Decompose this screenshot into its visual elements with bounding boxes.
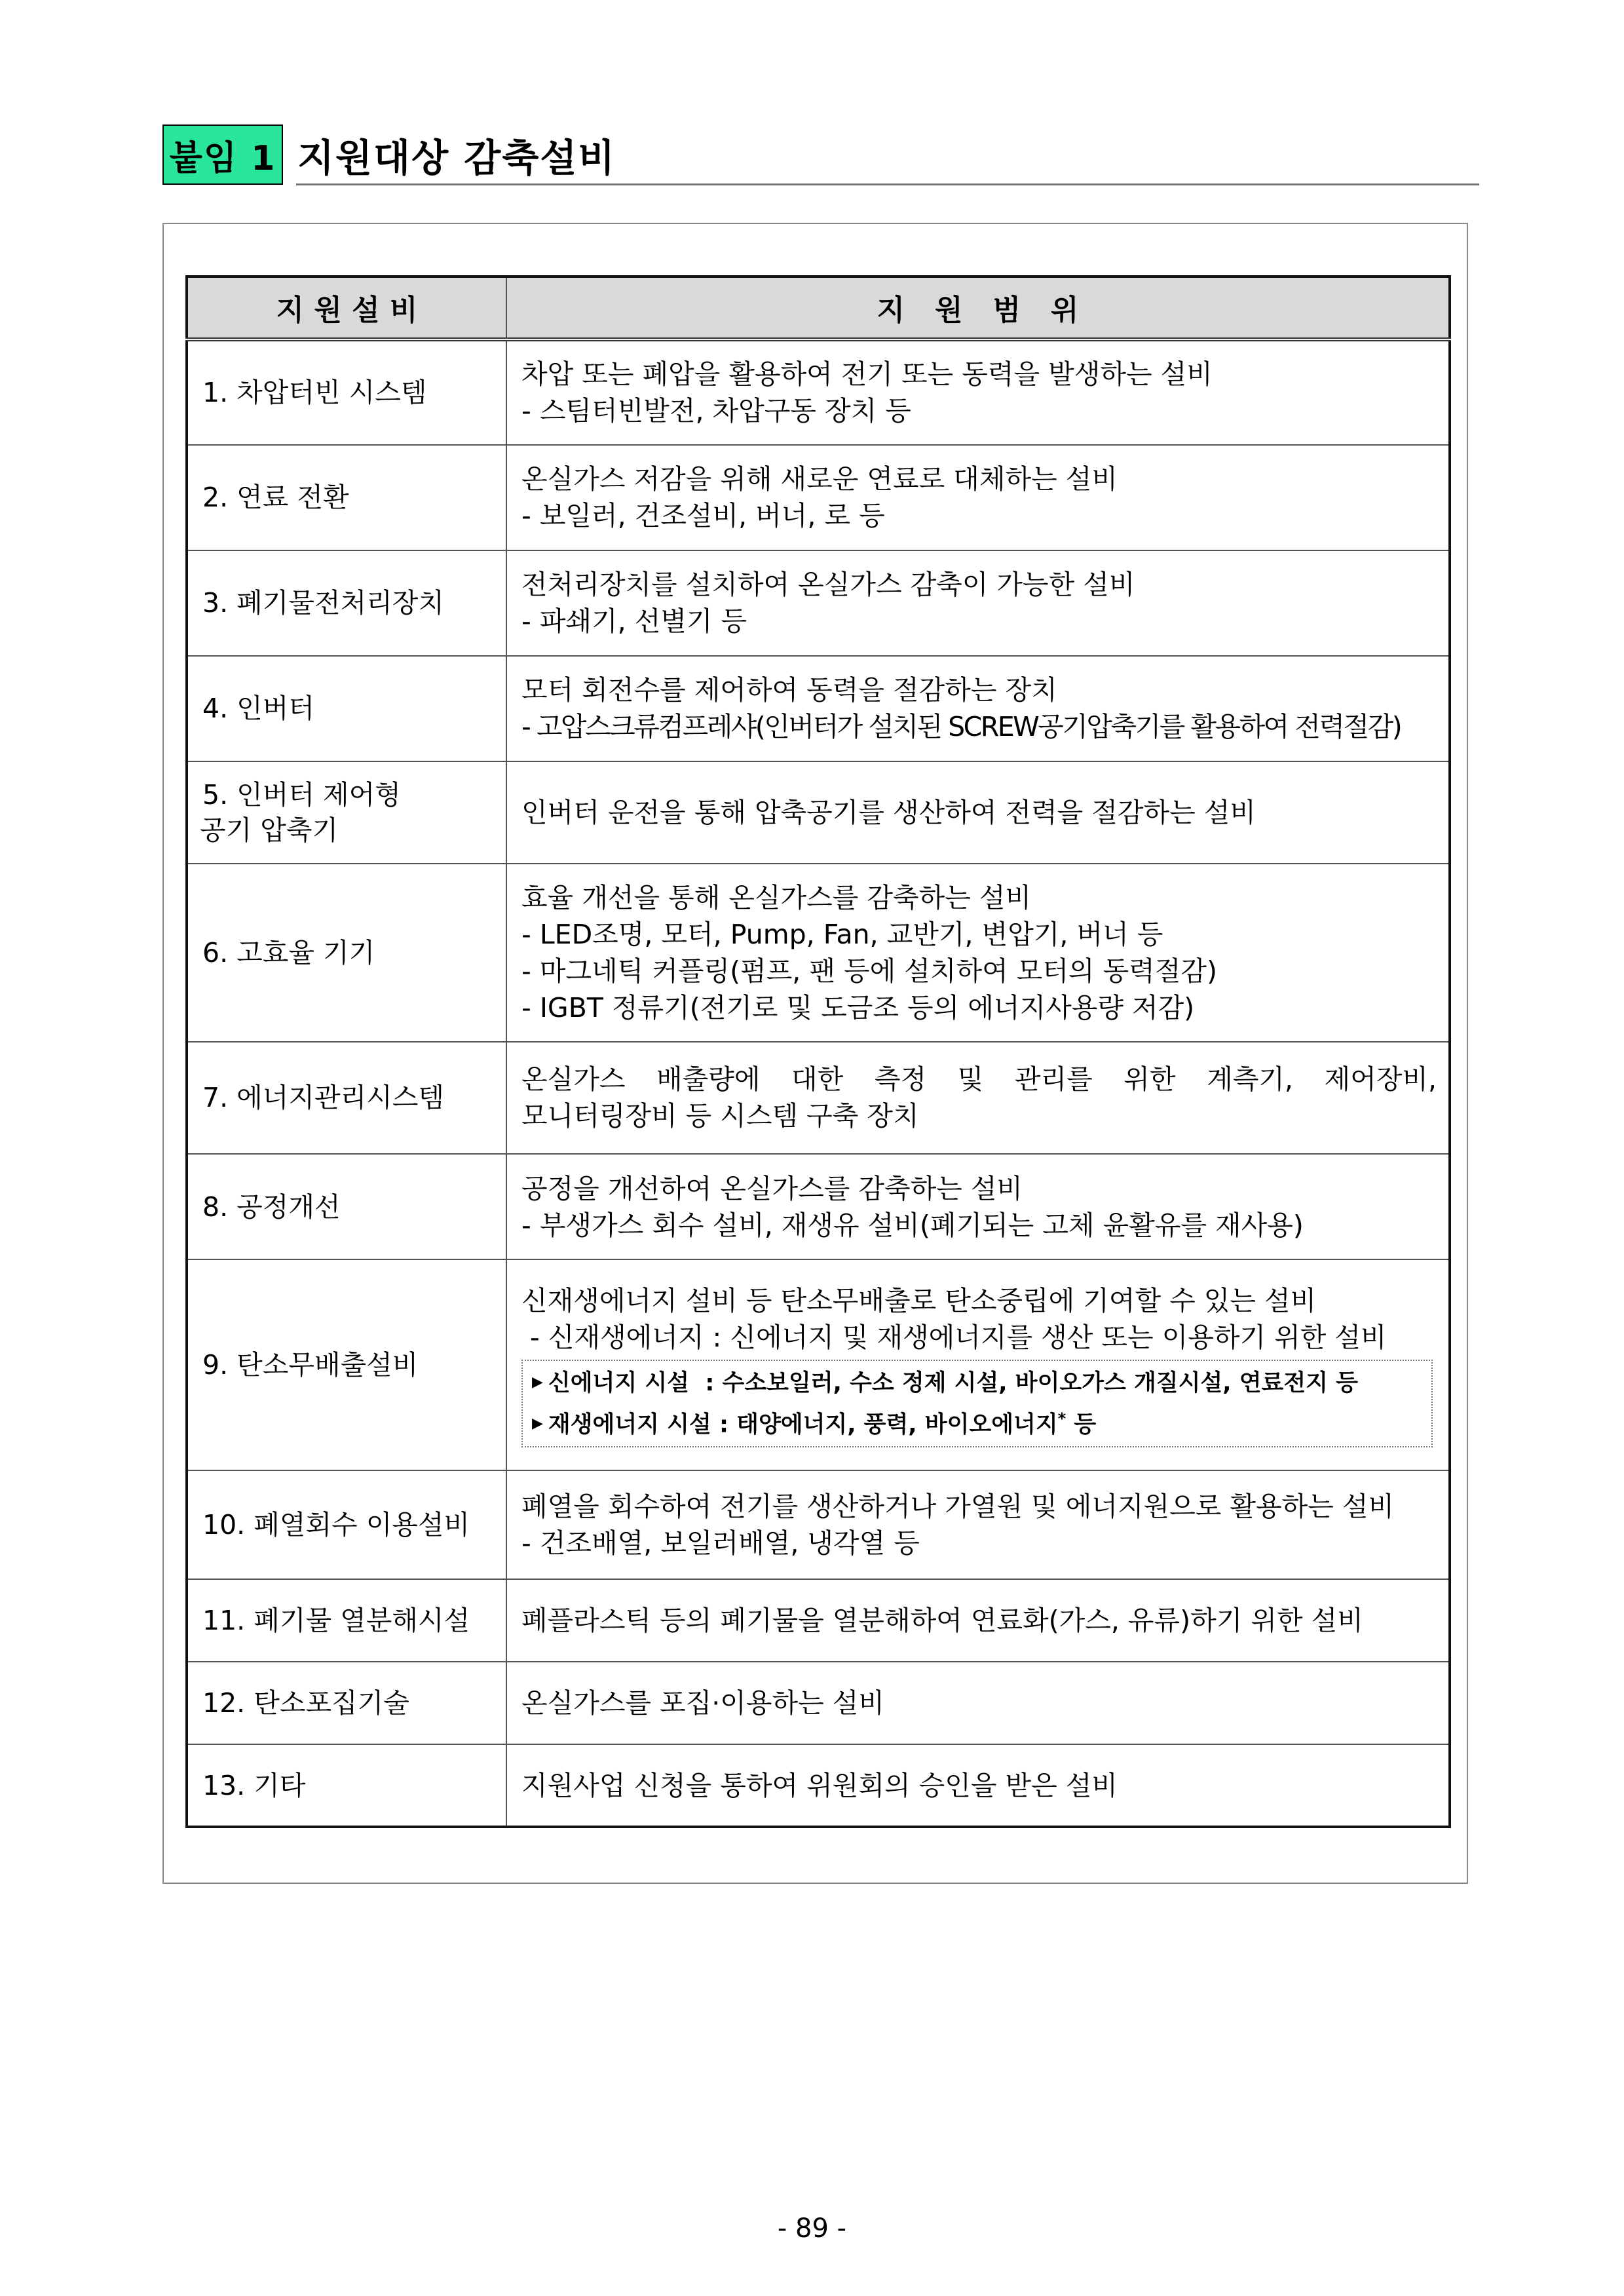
table-row xyxy=(187,656,1450,761)
renewable-energy-text: 재생에너지 시설 : 태양에너지, 풍력, 바이오에너지 xyxy=(548,1411,1058,1438)
scope-line: 폐열을 회수하여 전기를 생산하거나 가열원 및 에너지원으로 활용하는 설비 xyxy=(521,1491,1395,1523)
attachment-badge: 붙임 1 xyxy=(162,124,283,185)
page-title: 지원대상 감축설비 xyxy=(297,136,616,180)
table-row xyxy=(187,1662,1450,1744)
column-header-equipment: 지 원 설 비 xyxy=(187,277,506,339)
table-row xyxy=(187,1042,1450,1154)
scope-line: 공정을 개선하여 온실가스를 감축하는 설비 xyxy=(521,1172,1023,1204)
scope-line: 지원사업 신청을 통하여 위원회의 승인을 받은 설비 xyxy=(521,1769,1118,1801)
equipment-name: 12. 탄소포집기술 xyxy=(187,1662,506,1744)
scope-description xyxy=(506,1662,1450,1744)
equipment-name-line: 5. 인버터 제어형 xyxy=(202,778,401,811)
equipment-name: 13. 기타 xyxy=(187,1744,506,1827)
scope-line: 온실가스 저감을 위해 새로운 연료로 대체하는 설비 xyxy=(521,463,1118,495)
renewable-energy-item xyxy=(532,1401,1422,1443)
scope-line: - 파쇄기, 선별기 등 xyxy=(521,605,747,638)
scope-description xyxy=(506,445,1450,550)
table-row xyxy=(187,550,1450,656)
equipment-name: 3. 폐기물전처리장치 xyxy=(187,550,506,656)
scope-description xyxy=(506,1042,1450,1154)
scope-description xyxy=(506,864,1450,1042)
table-row xyxy=(187,339,1450,445)
new-energy-item xyxy=(532,1365,1422,1401)
scope-description xyxy=(506,1154,1450,1259)
equipment-name: 1. 차압터빈 시스템 xyxy=(187,339,506,445)
scope-line: 모니터링장비 등 시스템 구축 장치 xyxy=(521,1100,919,1132)
equipment-name: 9. 탄소무배출설비 xyxy=(187,1259,506,1470)
scope-description xyxy=(506,1259,1450,1470)
scope-line: - 신재생에너지 : 신에너지 및 재생에너지를 생산 또는 이용하기 위한 설비 xyxy=(521,1321,1387,1353)
footnote-mark: * xyxy=(1057,1409,1067,1428)
equipment-name: 11. 폐기물 열분해시설 xyxy=(187,1579,506,1662)
equipment-name: 10. 폐열회수 이용설비 xyxy=(187,1470,506,1579)
scope-line: - LED조명, 모터, Pump, Fan, 교반기, 변압기, 버너 등 xyxy=(521,918,1163,950)
new-energy-text: 신에너지 시설 : 수소보일러, 수소 정제 시설, 바이오가스 개질시설, 연료전지 등 xyxy=(548,1369,1358,1396)
scope-line: 인버터 운전을 통해 압축공기를 생산하여 전력을 절감하는 설비 xyxy=(521,796,1256,828)
scope-line: - IGBT 정류기(전기로 및 도금조 등의 에너지사용량 저감) xyxy=(521,991,1195,1024)
scope-description xyxy=(506,761,1450,864)
table-row xyxy=(187,1259,1450,1470)
scope-line: 온실가스 배출량에 대한 측정 및 관리를 위한 계측기, 제어장비, xyxy=(521,1063,1437,1096)
scope-description xyxy=(506,656,1450,761)
scope-line: - 스팀터빈발전, 차압구동 장치 등 xyxy=(521,395,911,427)
renewable-energy-suffix: 등 xyxy=(1066,1411,1097,1438)
table-row xyxy=(187,1744,1450,1827)
scope-description xyxy=(506,1579,1450,1662)
triangle-bullet-icon: ▶ xyxy=(532,1373,543,1390)
scope-line: 신재생에너지 설비 등 탄소무배출로 탄소중립에 기여할 수 있는 설비 xyxy=(521,1284,1317,1316)
equipment-name: 4. 인버터 xyxy=(187,656,506,761)
scope-description xyxy=(506,550,1450,656)
scope-line: 효율 개선을 통해 온실가스를 감축하는 설비 xyxy=(521,881,1032,913)
page-number: - 89 - xyxy=(777,2213,847,2244)
scope-description xyxy=(506,339,1450,445)
equipment-name-line: 공기 압축기 xyxy=(200,814,339,846)
table-row xyxy=(187,1470,1450,1579)
scope-line: 온실가스를 포집·이용하는 설비 xyxy=(521,1687,884,1719)
page-header xyxy=(162,124,1479,185)
equipment-name xyxy=(187,761,506,864)
scope-line: - 건조배열, 보일러배열, 냉각열 등 xyxy=(521,1527,920,1559)
table-row xyxy=(187,445,1450,550)
table-row xyxy=(187,1154,1450,1259)
scope-line: - 보일러, 건조설비, 버너, 로 등 xyxy=(521,500,885,532)
triangle-bullet-icon: ▶ xyxy=(532,1415,543,1432)
scope-description xyxy=(506,1744,1450,1827)
title-underline xyxy=(296,183,1479,185)
scope-line: 차압 또는 폐압을 활용하여 전기 또는 동력을 발생하는 설비 xyxy=(521,358,1213,391)
equipment-name: 8. 공정개선 xyxy=(187,1154,506,1259)
scope-line: 전처리장치를 설치하여 온실가스 감축이 가능한 설비 xyxy=(521,569,1135,601)
table-header-row xyxy=(187,277,1450,339)
scope-line: 모터 회전수를 제어하여 동력을 절감하는 장치 xyxy=(521,674,1057,706)
equipment-name: 2. 연료 전환 xyxy=(187,445,506,550)
equipment-name: 7. 에너지관리시스템 xyxy=(187,1042,506,1154)
table-row xyxy=(187,1579,1450,1662)
scope-line: - 고압스크류컴프레샤(인버터가 설치된 SCREW공기압축기를 활용하여 전력절감) xyxy=(521,711,1401,743)
column-header-scope: 지 원 범 위 xyxy=(506,277,1450,339)
scope-line: - 마그네틱 커플링(펌프, 팬 등에 설치하여 모터의 동력절감) xyxy=(521,955,1217,987)
scope-description xyxy=(506,1470,1450,1579)
table-row xyxy=(187,864,1450,1042)
scope-line: - 부생가스 회수 설비, 재생유 설비(폐기되는 고체 윤활유를 재사용) xyxy=(521,1209,1304,1241)
scope-line: 폐플라스틱 등의 폐기물을 열분해하여 연료화(가스, 유류)하기 위한 설비 xyxy=(521,1605,1363,1637)
renewable-energy-detail-box xyxy=(521,1360,1433,1448)
table-row xyxy=(187,761,1450,864)
equipment-name: 6. 고효율 기기 xyxy=(187,864,506,1042)
support-equipment-table xyxy=(185,275,1451,1828)
